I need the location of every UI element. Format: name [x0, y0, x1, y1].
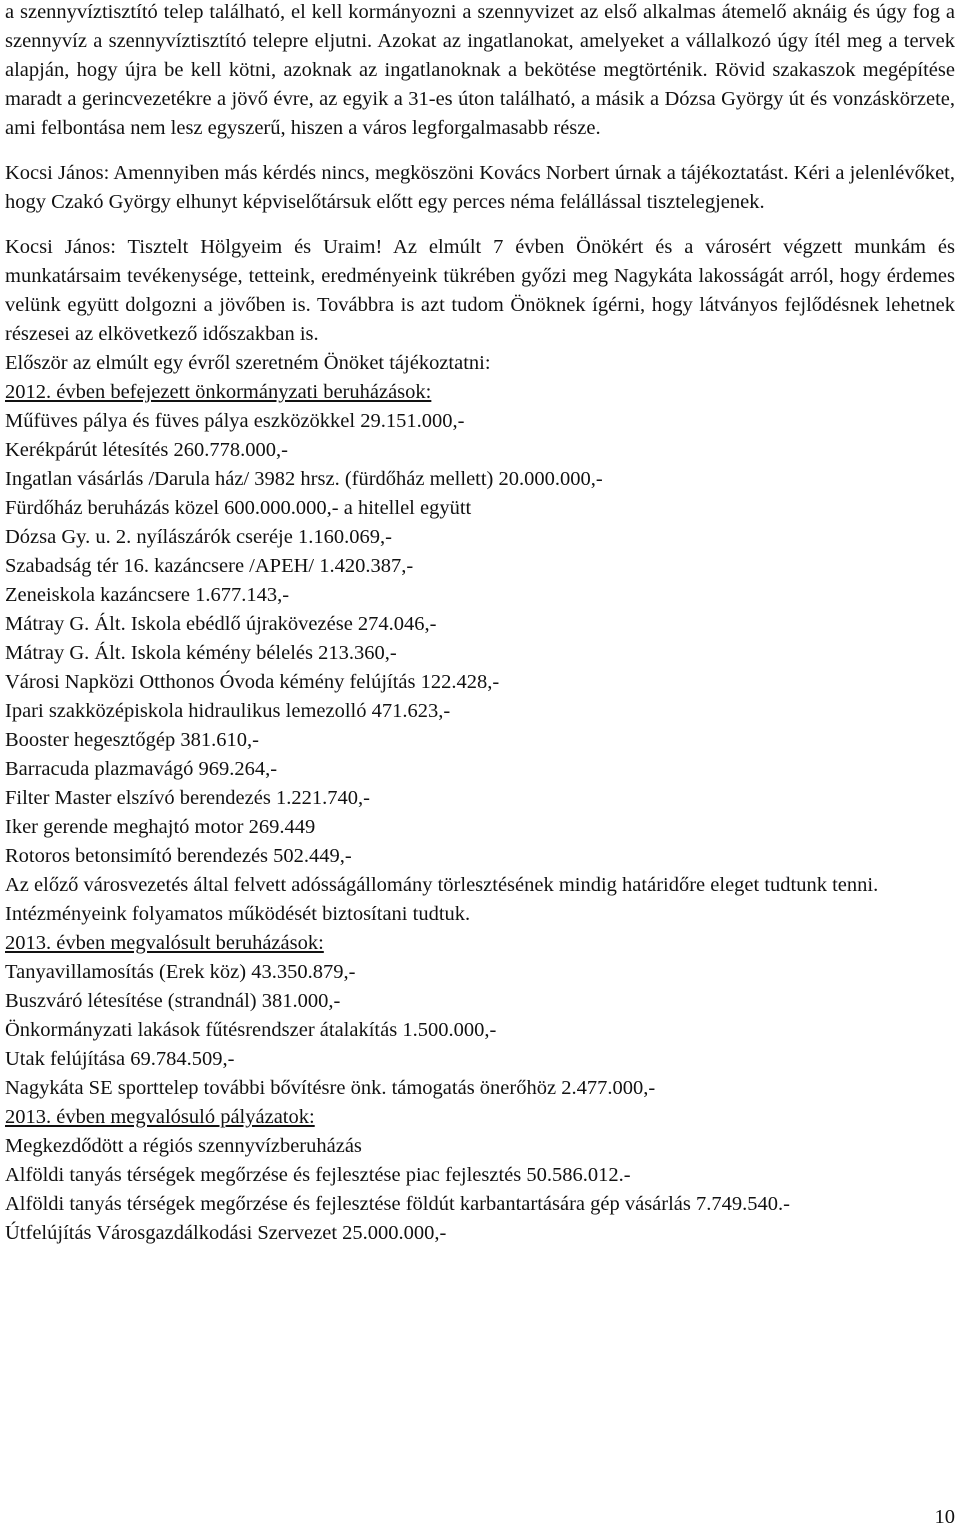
list-2012-investments: [5, 407, 955, 871]
list-item: Útfelújítás Városgazdálkodási Szervezet 25.000.000,-: [5, 1222, 447, 1244]
body-paragraph: Kocsi János: Amennyiben más kérdés nincs, megköszöni Kovács Norbert úrnak a tájékoztatást. Kéri a jelenlévőket, hogy Czakó György elhunyt képviselőtársuk előtt egy perces néma felállással tisztelegjenek.: [5, 162, 955, 213]
list-item: Szabadság tér 16. kazáncsere /APEH/ 1.420.387,-: [5, 555, 414, 577]
operation-statement: Intézményeink folyamatos működését biztosítani tudtuk.: [5, 903, 471, 925]
list-item: Alföldi tanyás térségek megőrzése és fejlesztése földút karbantartására gép vásárlás 7.749.540.-: [5, 1193, 790, 1215]
document-page: [5, 0, 955, 1248]
list-item: Nagykáta SE sporttelep további bővítésre önk. támogatás önerőhöz 2.477.000,-: [5, 1077, 656, 1099]
list-item: Booster hegesztőgép 381.610,-: [5, 729, 259, 751]
section-heading-2012: 2012. évben befejezett önkormányzati beruházások:: [5, 381, 432, 403]
intro-line: Először az elmúlt egy évről szeretném Önöket tájékoztatni:: [5, 352, 491, 374]
list-2013-tenders: [5, 1132, 955, 1248]
list-item: Városi Napközi Otthonos Óvoda kémény felújítás 122.428,-: [5, 671, 500, 693]
body-paragraph: Kocsi János: Tisztelt Hölgyeim és Uraim! Az elmúlt 7 évben Önökért és a városért végzett munkám és munkatársaim tevékenysége, tetteink, eredményeink tükrében győzi meg Nagykáta lakosságát arról, hogy érdemes velünk együtt dolgozni a jövőben is. Továbbra is azt tudom Önöknek ígérni, hogy látványos fejlődésnek lehetnek részesei az elkövetkező időszakban is.: [5, 236, 955, 345]
list-item: Mátray G. Ált. Iskola kémény bélelés 213.360,-: [5, 642, 397, 664]
list-item: Mátray G. Ált. Iskola ebédlő újrakövezése 274.046,-: [5, 613, 437, 635]
list-item: Dózsa Gy. u. 2. nyílászárók cseréje 1.160.069,-: [5, 526, 392, 548]
list-item: Zeneiskola kazáncsere 1.677.143,-: [5, 584, 290, 606]
section-heading-2013-done: 2013. évben megvalósult beruházások:: [5, 932, 324, 954]
list-item: Filter Master elszívó berendezés 1.221.740,-: [5, 787, 370, 809]
list-item: Utak felújítása 69.784.509,-: [5, 1048, 235, 1070]
list-item: Tanyavillamosítás (Erek köz) 43.350.879,-: [5, 961, 356, 983]
list-item: Megkezdődött a régiós szennyvízberuházás: [5, 1135, 362, 1157]
list-item: Barracuda plazmavágó 969.264,-: [5, 758, 278, 780]
section-heading-2013-tenders: 2013. évben megvalósuló pályázatok:: [5, 1106, 315, 1128]
list-item: Önkormányzati lakások fűtésrendszer átalakítás 1.500.000,-: [5, 1019, 497, 1041]
list-item: Ingatlan vásárlás /Darula ház/ 3982 hrsz. (fürdőház mellett) 20.000.000,-: [5, 468, 603, 490]
list-item: Műfüves pálya és füves pálya eszközökkel 29.151.000,-: [5, 410, 465, 432]
list-2013-investments: [5, 958, 955, 1103]
list-item: Rotoros betonsimító berendezés 502.449,-: [5, 845, 352, 867]
list-item: Ipari szakközépiskola hidraulikus lemezolló 471.623,-: [5, 700, 451, 722]
debt-statement: Az előző városvezetés által felvett adósságállomány törlesztésének mindig határidőre eleget tudtunk tenni.: [5, 874, 879, 896]
list-item: Alföldi tanyás térségek megőrzése és fejlesztése piac fejlesztés 50.586.012.-: [5, 1164, 631, 1186]
list-item: Fürdőház beruházás közel 600.000.000,- a hitellel együtt: [5, 497, 472, 519]
list-item: Kerékpárút létesítés 260.778.000,-: [5, 439, 288, 461]
list-item: Iker gerende meghajtó motor 269.449: [5, 816, 316, 838]
list-item: Buszváró létesítése (strandnál) 381.000,-: [5, 990, 341, 1012]
page-number: 10: [934, 1506, 955, 1528]
body-paragraph: a szennyvíztisztító telep található, el kell kormányozni a szennyvizet az első alkalmas átemelő aknáig és úgy fog a szennyvíz a szennyvíztisztító telepre eljutni. Azokat az ingatlanokat, amelyeket a vállalkozó úgy ítél meg a tervek alapján, hogy újra be kell kötni, azoknak az ingatlanoknak a bekötése megtörténik. Rövid szakaszok megépítése maradt a gerincvezetékre a jövő évre, az egyik a 31-es úton található, a másik a Dózsa György út és vonzáskörzete, ami felbontása nem lesz egyszerű, hiszen a város legforgalmasabb része.: [5, 1, 955, 139]
